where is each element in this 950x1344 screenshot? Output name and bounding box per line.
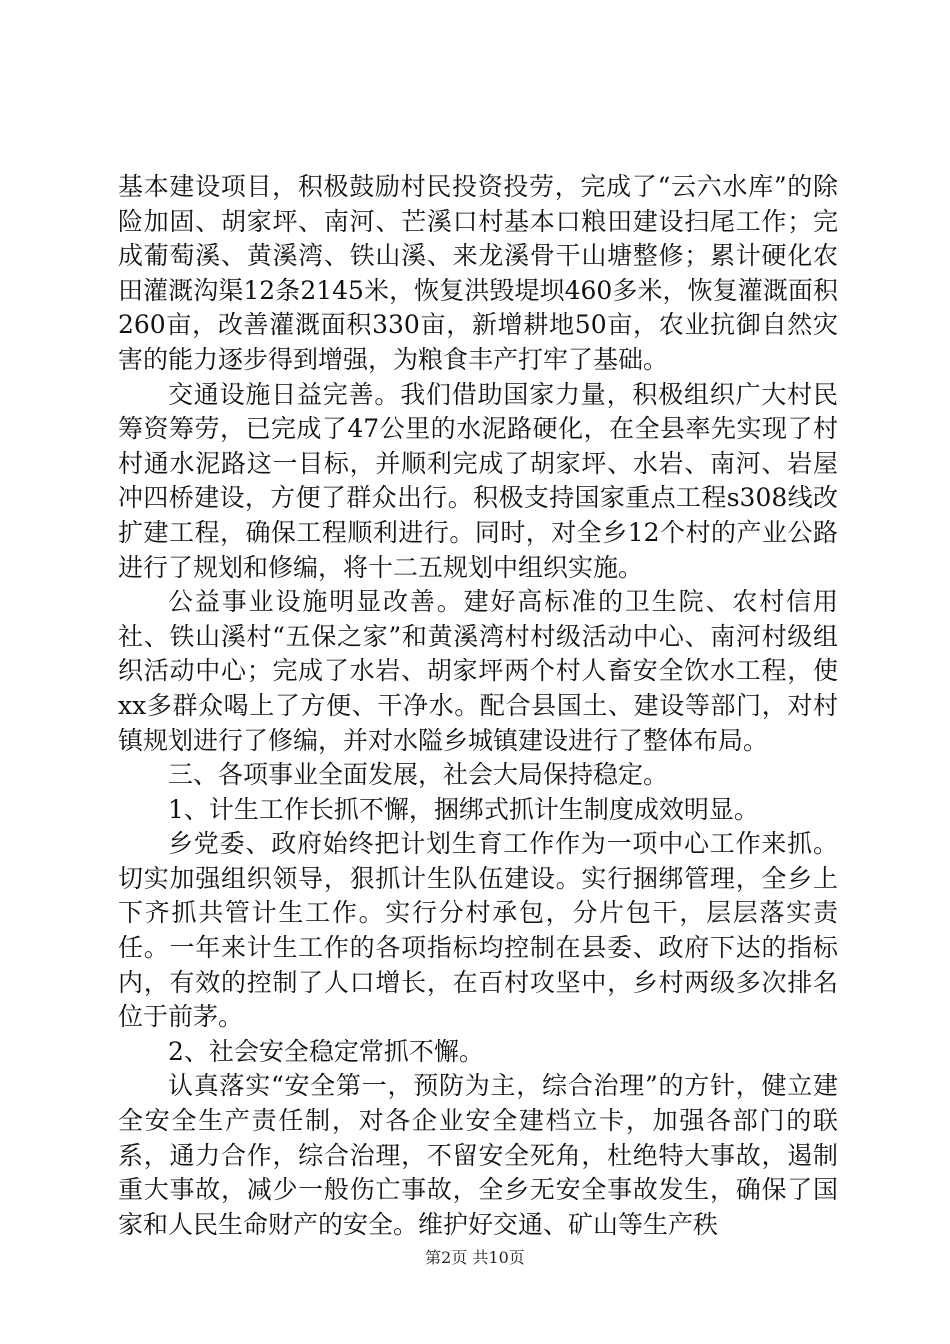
paragraph-8: 认真落实“安全第一，预防为主，综合治理”的方针，健立建全安全生产责任制，对各企业安全建档立卡，加强各部门的联系，通力合作，综合治理，不留安全死角，杜绝特大事故，遏制重大事故，减少一般伤亡事故，全乡无安全事故发生，确保了国家和人民生命财产的安全。维护好交通、矿山等生产秩 xyxy=(118,1071,838,1239)
paragraph-6: 乡党委、政府始终把计划生育工作作为一项中心工作来抓。切实加强组织领导，狠抓计生队伍建设。实行捆绑管理，全乡上下齐抓共管计生工作。实行分村承包，分片包干，层层落实责任。一年来计生工作的各项指标均控制在县委、政府下达的指标内，有效的控制了人口增长，在百村攻坚中，乡村两级多次排名位于前茅。 xyxy=(118,829,838,1032)
paragraph-2: 交通设施日益完善。我们借助国家力量，积极组织广大村民筹资筹劳，已完成了47公里的水泥路硬化，在全县率先实现了村村通水泥路这一目标，并顺利完成了胡家坪、水岩、南河、岩屋冲四桥建设，方便了群众出行。积极支持国家重点工程s308线改扩建工程，确保工程顺利进行。同时，对全乡12个村的产业公路进行了规划和修编，将十二五规划中组织实施。 xyxy=(118,379,838,582)
subheading-1: 1、计生工作长抓不懈，捆绑式抓计生制度成效明显。 xyxy=(168,794,759,824)
subheading-2: 2、社会安全稳定常抓不懈。 xyxy=(168,1036,484,1066)
paragraph-1: 基本建设项目，积极鼓励村民投资投劳，完成了“云六水库”的除险加固、胡家坪、南河、芒溪口村基本口粮田建设扫尾工作；完成葡萄溪、黄溪湾、铁山溪、来龙溪骨干山塘整修；累计硬化农田灌溉沟渠12条2145米，恢复洪毁堤坝460多米，恢复灌溉面积260亩，改善灌溉面积330亩，新增耕地50亩，农业抗御自然灾害的能力逐步得到增强，为粮食丰产打牢了基础。 xyxy=(118,172,838,374)
paragraph-3: 公益事业设施明显改善。建好高标准的卫生院、农村信用社、铁山溪村“五保之家”和黄溪湾村村级活动中心、南河村级组织活动中心；完成了水岩、胡家坪两个村人畜安全饮水工程，使xx多群众喝上了方便、干净水。配合县国土、建设等部门，对村镇规划进行了修编，并对水隘乡城镇建设进行了整体布局。 xyxy=(118,587,838,755)
document-body xyxy=(118,170,838,1242)
page-number-footer: 第2页 共10页 xyxy=(425,1248,525,1267)
section-heading-3: 三、各项事业全面发展，社会大局保持稳定。 xyxy=(168,760,669,790)
